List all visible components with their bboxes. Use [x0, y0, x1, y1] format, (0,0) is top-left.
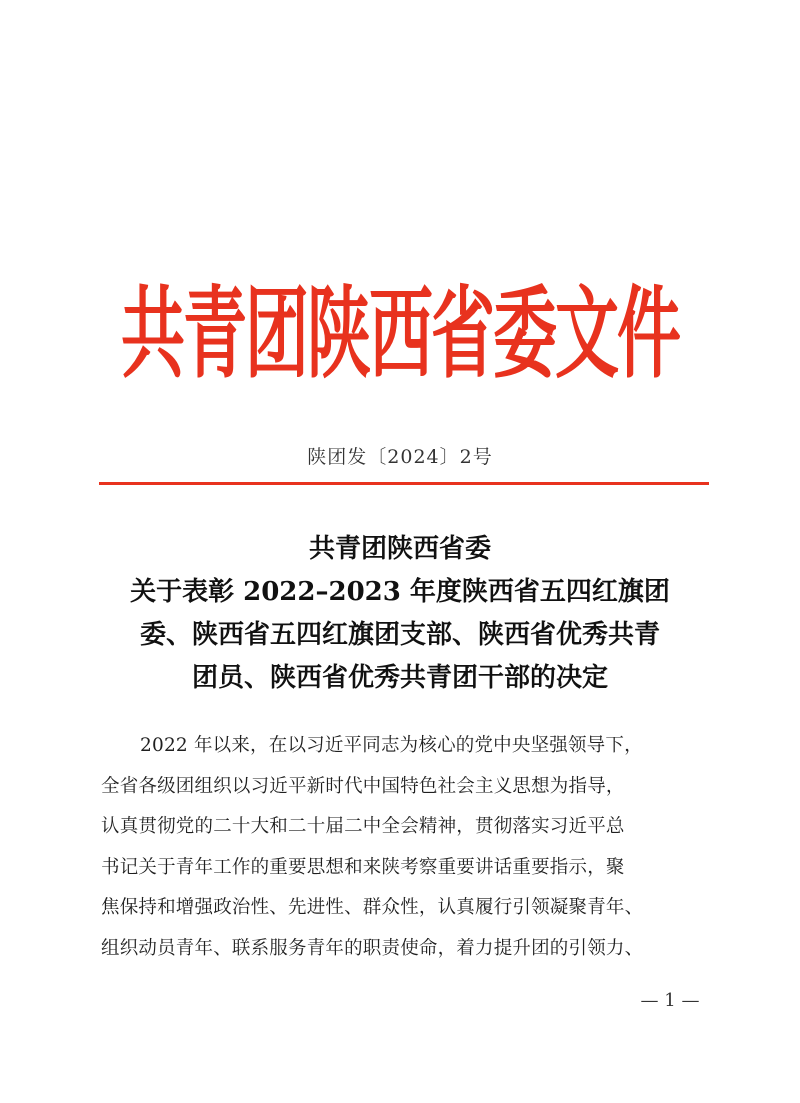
title-line: 关于表彰 2022–2023 年度陕西省五四红旗团: [130, 577, 670, 607]
document-title: [60, 528, 740, 700]
body-line: 认真贯彻党的二十大和二十届二中全会精神，贯彻落实习近平总: [101, 816, 625, 837]
masthead-title: 共青团陕西省委文件: [121, 277, 679, 393]
title-line: 团员、陕西省优秀共青团干部的决定: [191, 663, 608, 693]
title-line: 委、陕西省五四红旗团支部、陕西省优秀共青: [139, 620, 660, 650]
body-paragraph: [101, 726, 711, 969]
body-line: 全省各级团组织以习近平新时代中国特色社会主义思想为指导，: [101, 775, 625, 797]
title-line: 共青团陕西省委: [308, 534, 491, 564]
body-line: 焦保持和增强政治性、先进性、群众性，认真履行引领凝聚青年、: [101, 897, 644, 918]
body-line: 2022 年以来，在以习近平同志为核心的党中央坚强领导下，: [140, 735, 643, 756]
red-divider-line: [99, 482, 709, 485]
body-line: 组织动员青年、联系服务青年的职责使命，着力提升团的引领力、: [101, 937, 644, 959]
body-line: 书记关于青年工作的重要思想和来陕考察重要讲话重要指示，聚: [101, 856, 625, 878]
document-number: 陕团发〔2024〕2号: [307, 446, 493, 468]
page-number: — 1 —: [640, 990, 700, 1011]
